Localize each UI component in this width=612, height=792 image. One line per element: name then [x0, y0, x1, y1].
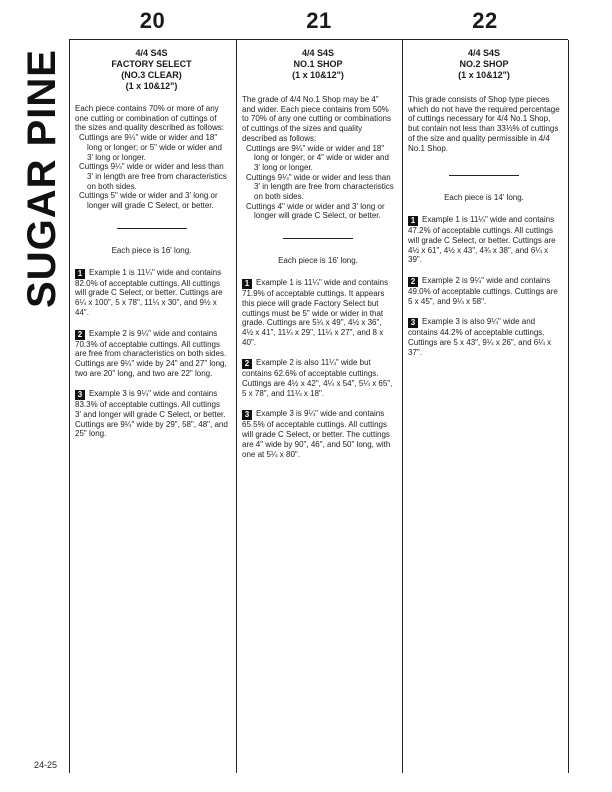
- cutting-rule: Cuttings 4" wide or wider and 3' long or longer will grade C Select, or better.: [246, 201, 385, 221]
- cutting-rule: Cuttings 9¼" wide or wider and less than 3' in length are free from characteristics on both sides.: [79, 162, 227, 191]
- example-number-badge: 1: [408, 216, 418, 226]
- example-2: [242, 358, 394, 398]
- example-1: [75, 268, 228, 318]
- grade-line: 4/4 S4S: [467, 48, 501, 58]
- grade-description: [408, 95, 560, 153]
- grade-line: NO.2 SHOP: [459, 59, 509, 69]
- cutting-rule: Cuttings are 9¼" wide or wider and 18" long or longer; or 4" wide or wider and 3' long or longer.: [246, 143, 389, 172]
- grade-title: [75, 48, 228, 92]
- example-text: Example 3 is also 9¼" wide and contains 44.2% of acceptable cuttings. Cuttings are 5 x 43", 9¼ x 26", and 6¼ x 37".: [408, 317, 552, 357]
- example-number-badge: 3: [242, 410, 252, 420]
- column-number: 20: [139, 8, 166, 33]
- grade-line: (1 x 10&12"): [458, 70, 510, 80]
- grade-title: [408, 48, 560, 81]
- example-number-badge: 3: [408, 318, 418, 328]
- example-text: Example 3 is 9¼" wide and contains 65.5% of acceptable cuttings. All cuttings will grade C Select, or better. The cuttings are 4" wide by 90", 46", and 50" long, with one at 5¼ x 80".: [242, 409, 391, 459]
- grade-column-22: [402, 0, 568, 792]
- example-text: Example 2 is 9¼" wide and contains 49.0% of acceptable cuttings. Cuttings are 5 x 45", and 9¼ x 58".: [408, 276, 558, 306]
- piece-length: Each piece is 14' long.: [444, 193, 524, 203]
- example-text: Example 2 is also 11¼" wide but contains 62.6% of acceptable cuttings. Cuttings are 4½ x 42", 4¼ x 54", 5¼ x 65", 5 x 78", and 11¼ x 18".: [242, 358, 393, 398]
- cutting-rule: Cuttings are 9¼" wide or wider and 18" long or longer; or 5" wide or wider and 3' long or longer.: [79, 133, 222, 162]
- example-1: [242, 278, 394, 347]
- column-divider-4: [568, 40, 569, 773]
- example-number-badge: 3: [75, 390, 85, 400]
- section-divider: [117, 228, 187, 229]
- grade-column-20: [69, 0, 236, 792]
- grade-description: [75, 104, 228, 211]
- piece-length: Each piece is 16' long.: [278, 256, 358, 266]
- example-text: Example 1 is 11¼" wide and contains 71.9% of acceptable cuttings. It appears this piece will grade Factory Select but cuttings must be 5" wide or wider in that grade. Cuttings are 5¼ x 49", 4½ x 36", 4½ x 41", 11¼ x 29", 11¼ x 27", and 8 x 40".: [242, 278, 389, 347]
- column-header: [402, 0, 568, 40]
- page-number: 24-25: [34, 760, 58, 770]
- example-number-badge: 1: [75, 269, 85, 279]
- column-header: [69, 0, 236, 40]
- side-title: [18, 48, 66, 308]
- grade-title: [242, 48, 394, 81]
- example-text: Example 2 is 9¼" wide and contains 70.3% of acceptable cuttings. All cuttings are free from characteristics on both sides. Cuttings are 9¼" wide by 24" and 27" long, two are 20" long, and two are 22" long.: [75, 328, 227, 378]
- grade-line: (1 x 10&12"): [292, 70, 344, 80]
- grade-line: 4/4 S4S: [135, 48, 168, 58]
- example-number-badge: 2: [75, 330, 85, 340]
- grade-line: FACTORY SELECT: [111, 59, 192, 69]
- grade-line: (1 x 10&12"): [125, 81, 178, 91]
- column-header: [236, 0, 402, 40]
- example-3: [242, 409, 394, 459]
- section-divider: [283, 238, 353, 239]
- cutting-rule: Cuttings 9¼" wide or wider and less than 3' in length are free from characteristics on both sides.: [246, 172, 394, 202]
- section-divider: [449, 175, 519, 176]
- column-number: 21: [306, 8, 332, 33]
- example-2: [408, 276, 560, 306]
- example-number-badge: 1: [242, 279, 252, 289]
- intro-text: The grade of 4/4 No.1 Shop may be 4" and wider. Each piece contains from 50% to 70% of any one cutting or combinations of cuttings of the sizes and quality described as follows:: [242, 95, 391, 143]
- example-1: [408, 215, 560, 265]
- piece-length: Each piece is 16' long.: [111, 245, 192, 255]
- grade-line: (NO.3 CLEAR): [121, 70, 182, 80]
- intro-text: This grade consists of Shop type pieces which do not have the required percentage of cuttings necessary for 4/4 No.1 Shop, but contain not less than 33⅓% of cuttings of the size and quality permissible in 4/4 No.1 Shop.: [408, 95, 560, 153]
- example-number-badge: 2: [242, 359, 252, 369]
- grade-line: NO.1 SHOP: [293, 59, 343, 69]
- example-text: Example 3 is 9¼" wide and contains 83.3% of acceptable cuttings. All cuttings 3' and longer will grade C Select, or better. Cuttings are 9¼" wide by 29", 58", 48", and 25" long.: [75, 389, 228, 439]
- grade-column-21: [236, 0, 402, 792]
- grade-description: [242, 95, 394, 221]
- example-3: [408, 317, 560, 357]
- column-number: 22: [472, 8, 498, 33]
- intro-text: Each piece contains 70% or more of any one cutting or combination of cuttings of the sizes and quality described as follows:: [75, 104, 224, 133]
- example-3: [75, 389, 228, 439]
- example-text: Example 1 is 11¼" wide and contains 47.2% of acceptable cuttings. All cuttings will grade C Select, or better. Cuttings are 4½ x 61", 4½ x 43", 4¾ x 38", and 6¼ x 39".: [408, 215, 556, 265]
- example-number-badge: 2: [408, 277, 418, 287]
- example-text: Example 1 is 11¼" wide and contains 82.0% of acceptable cuttings. All cuttings will grade C Select, or better. Cuttings are 6¼ x 100", 5 x 78", 11¼ x 30", and 9½ x 44".: [75, 267, 223, 317]
- cutting-rule: Cuttings 5" wide or wider and 3' long or longer will grade C Select, or better.: [79, 191, 218, 211]
- example-2: [75, 329, 228, 379]
- side-title-text: SUGAR PINE: [19, 48, 64, 308]
- grade-line: 4/4 S4S: [301, 48, 335, 58]
